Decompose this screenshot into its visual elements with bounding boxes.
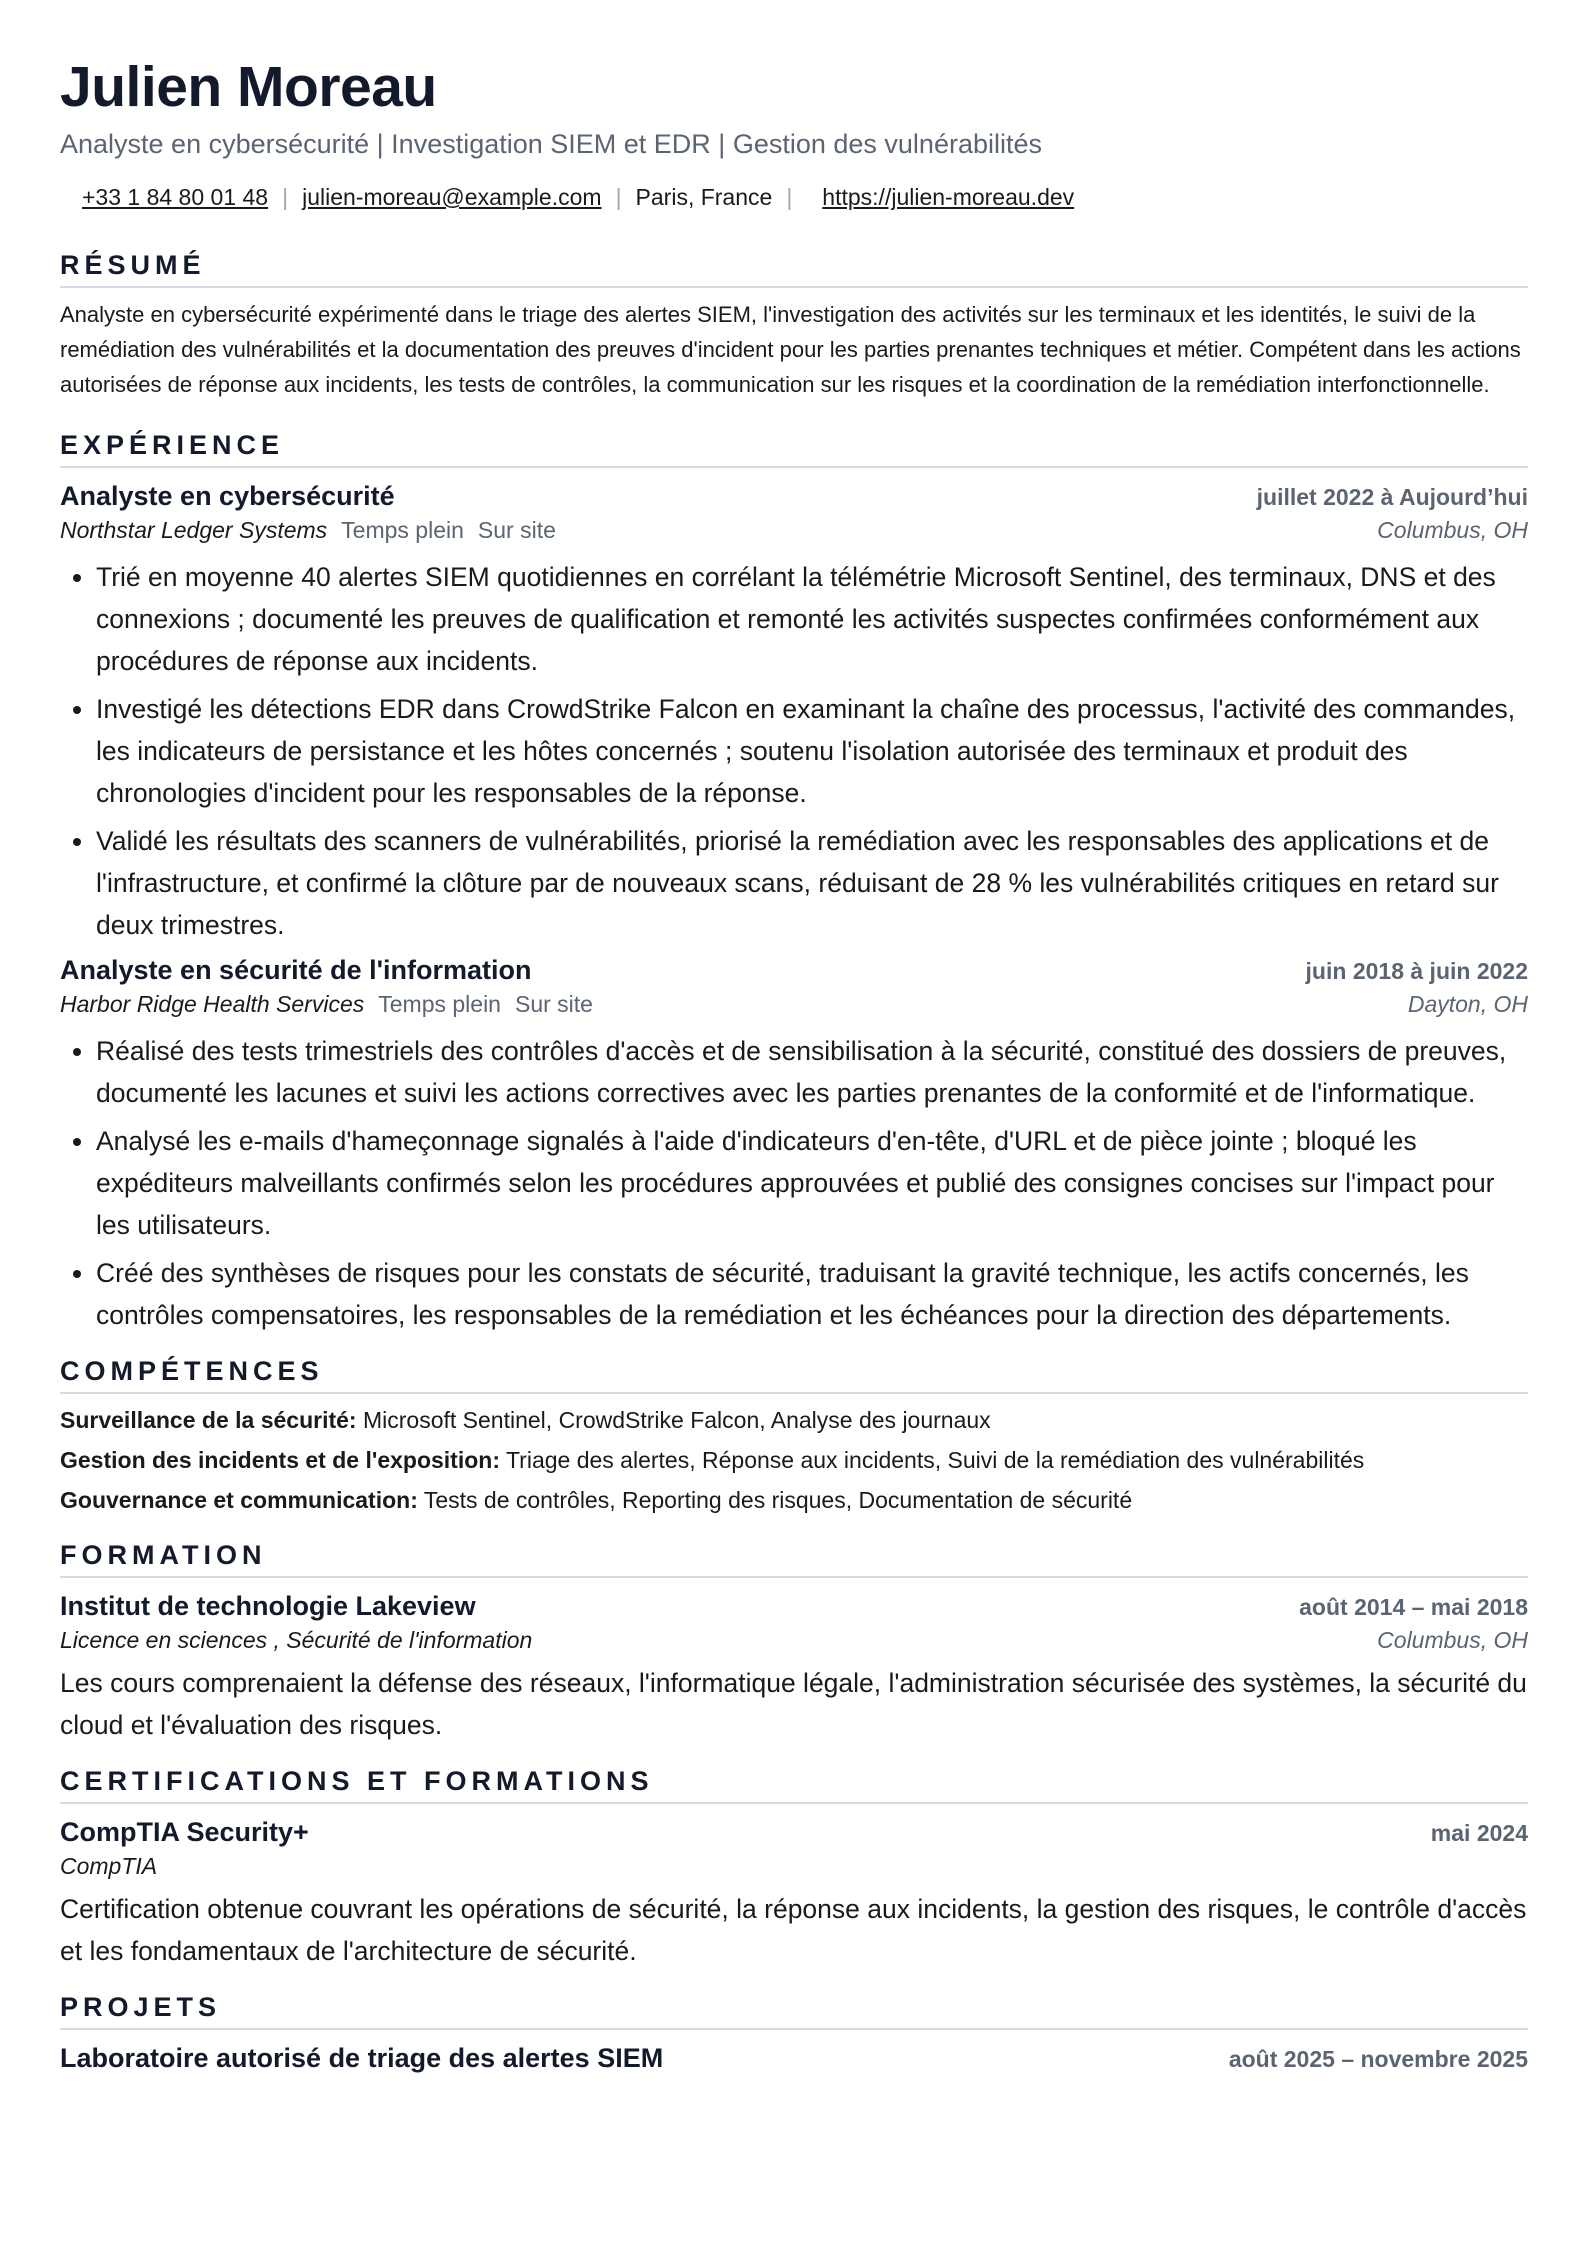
job-location: Columbus, OH — [1377, 517, 1528, 543]
phone-link[interactable]: +33 1 84 80 01 48 — [82, 184, 269, 210]
school-name: Institut de technologie Lakeview — [60, 1591, 476, 1621]
contact-bar — [60, 182, 1528, 212]
job-location: Dayton, OH — [1407, 991, 1528, 1017]
job-dates: juillet 2022 à Aujourd’hui — [1256, 484, 1528, 510]
skill-line — [60, 1480, 1528, 1520]
contact-separator: | — [786, 184, 793, 210]
contact-separator: | — [615, 184, 622, 210]
certification-date: mai 2024 — [1430, 1820, 1528, 1846]
skill-value: Microsoft Sentinel, CrowdStrike Falcon, Analyse des journaux — [362, 1407, 991, 1433]
job-title: Analyste en cybersécurité — [60, 481, 395, 511]
job-bullet: • Réalisé des tests trimestriels des contrôles d'accès et de sensibilisation à la sécurité, constitué des dossiers de preuves, documenté les lacunes et suivi les actions correctives avec les parties prenantes de la conformité et de l'informatique. — [96, 1030, 1528, 1114]
skill-value: Triage des alertes, Réponse aux incidents, Suivi de la remédiation des vulnérabilités — [505, 1447, 1365, 1473]
skill-label: Gestion des incidents et de l'exposition: — [60, 1447, 500, 1473]
section-title-certifications: CERTIFICATIONS ET FORMATIONS — [60, 1764, 1528, 1804]
section-title-skills: COMPÉTENCES — [60, 1354, 1528, 1394]
section-title-summary: RÉSUMÉ — [60, 248, 1528, 288]
job-bullets — [60, 1030, 1528, 1336]
job-entry — [60, 478, 1528, 946]
project-name: Laboratoire autorisé de triage des alertes SIEM — [60, 2043, 664, 2073]
section-title-education: FORMATION — [60, 1538, 1528, 1578]
email-link[interactable]: julien-moreau@example.com — [302, 184, 602, 210]
job-bullet: • Investigé les détections EDR dans CrowdStrike Falcon en examinant la chaîne des processus, l'activité des commandes, les indicateurs de persistance et les hôtes concernés ; soutenu l'isolation autorisée des terminaux et produit des chronologies d'incident pour les responsables de la réponse. — [96, 688, 1528, 814]
job-title: Analyste en sécurité de l'information — [60, 955, 532, 985]
headline: Analyste en cybersécurité | Investigation SIEM et EDR | Gestion des vulnérabilités — [60, 129, 1042, 159]
job-bullet: • Analysé les e-mails d'hameçonnage signalés à l'aide d'indicateurs d'en-tête, d'URL et de pièce jointe ; bloqué les expéditeurs malveillants confirmés selon les procédures approuvées et publié des consignes concises sur l'impact pour les utilisateurs. — [96, 1120, 1528, 1246]
work-mode: Sur site — [477, 517, 556, 543]
skills-list — [60, 1400, 1528, 1520]
employment-type: Temps plein — [341, 517, 464, 543]
education-dates: août 2014 – mai 2018 — [1299, 1594, 1528, 1620]
certification-name: CompTIA Security+ — [60, 1817, 309, 1847]
project-entry — [60, 2040, 1528, 2076]
skill-line — [60, 1440, 1528, 1480]
certification-description: Certification obtenue couvrant les opérations de sécurité, la réponse aux incidents, la gestion des risques, le contrôle d'accès et les fondamentaux de l'architecture de sécurité. — [60, 1894, 1527, 1966]
work-mode: Sur site — [514, 991, 593, 1017]
section-title-experience: EXPÉRIENCE — [60, 428, 1528, 468]
employment-type: Temps plein — [378, 991, 501, 1017]
certification-issuer: CompTIA — [60, 1853, 158, 1879]
project-dates: août 2025 – novembre 2025 — [1228, 2046, 1528, 2072]
company-name: Harbor Ridge Health Services — [60, 991, 365, 1017]
skill-value: Tests de contrôles, Reporting des risques, Documentation de sécurité — [423, 1487, 1133, 1513]
education-entry — [60, 1588, 1528, 1746]
website-link[interactable]: https://julien-moreau.dev — [822, 184, 1075, 210]
candidate-name: Julien Moreau — [60, 55, 437, 119]
contact-separator: | — [282, 184, 289, 210]
education-location: Columbus, OH — [1377, 1627, 1528, 1653]
skill-line — [60, 1400, 1528, 1440]
job-entry — [60, 952, 1528, 1336]
skill-label: Surveillance de la sécurité: — [60, 1407, 357, 1433]
section-title-projects: PROJETS — [60, 1990, 1528, 2030]
job-bullet: • Validé les résultats des scanners de vulnérabilités, priorisé la remédiation avec les responsables des applications et de l'infrastructure, et confirmé la clôture par de nouveaux scans, réduisant de 28 % les vulnérabilités critiques en retard sur deux trimestres. — [96, 820, 1528, 946]
job-dates: juin 2018 à juin 2022 — [1305, 958, 1528, 984]
degree: Licence en sciences , Sécurité de l'information — [60, 1627, 533, 1653]
location-text: Paris, France — [635, 184, 773, 210]
job-bullet: • Trié en moyenne 40 alertes SIEM quotidiennes en corrélant la télémétrie Microsoft Sentinel, des terminaux, DNS et des connexions ; documenté les preuves de qualification et remonté les activités suspectes confirmées conformément aux procédures de réponse aux incidents. — [96, 556, 1528, 682]
job-bullets — [60, 556, 1528, 946]
summary-text: Analyste en cybersécurité expérimenté dans le triage des alertes SIEM, l'investigation des activités sur les terminaux et les identités, le suivi de la remédiation des vulnérabilités et la documentation des preuves d'incident pour les parties prenantes techniques et métier. Compétent dans les actions autorisées de réponse aux incidents, les tests de contrôles, la communication sur les risques et la coordination de la remédiation interfonctionnelle. — [60, 302, 1521, 397]
certification-entry — [60, 1814, 1528, 1972]
education-description: Les cours comprenaient la défense des réseaux, l'informatique légale, l'administration sécurisée des systèmes, la sécurité du cloud et l'évaluation des risques. — [60, 1668, 1527, 1740]
skill-label: Gouvernance et communication: — [60, 1487, 418, 1513]
job-bullet: • Créé des synthèses de risques pour les constats de sécurité, traduisant la gravité technique, les actifs concernés, les contrôles compensatoires, les responsables de la remédiation et les échéances pour la direction des départements. — [96, 1252, 1528, 1336]
company-name: Northstar Ledger Systems — [60, 517, 328, 543]
